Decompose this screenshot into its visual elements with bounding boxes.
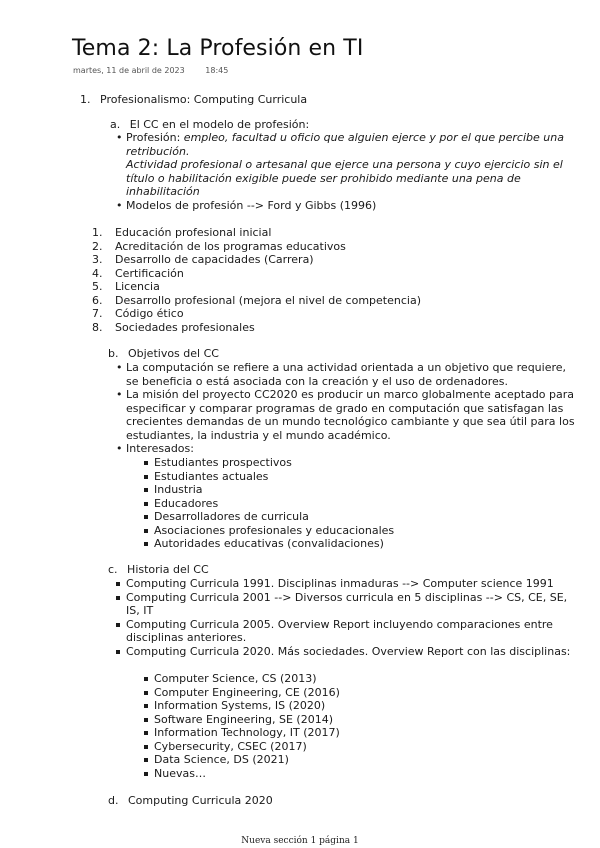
square-bullet-icon — [116, 650, 120, 654]
profesion-label: Profesión: — [126, 131, 184, 144]
list-item-text: Estudiantes actuales — [154, 469, 269, 483]
bullet-computacion — [116, 361, 578, 388]
bullet-dot-icon: • — [116, 361, 123, 374]
subsection-d-heading — [108, 794, 273, 808]
list-item-text: Computer Science, CS (2013) — [154, 672, 317, 685]
square-bullet-icon — [144, 475, 148, 479]
list-item-text: Computing Curricula 2020. Más sociedades. Overview Report con las disciplinas: — [126, 644, 571, 658]
bullet-modelos — [116, 199, 576, 213]
bullet-dot-icon: • — [116, 442, 123, 455]
interesados-label: Interesados: — [126, 442, 194, 455]
list-item — [143, 456, 563, 470]
list-item-number: 1. — [92, 226, 103, 239]
list-item-number: 5. — [92, 280, 103, 293]
subsection-d-marker: d. — [108, 794, 119, 807]
square-bullet-icon — [144, 461, 148, 465]
list-item-number: 2. — [92, 239, 103, 253]
list-item-text: Nuevas… — [154, 766, 206, 780]
list-item — [92, 267, 572, 281]
interesados-list — [143, 456, 563, 551]
list-item-text: Desarrollo de capacidades (Carrera) — [115, 253, 314, 266]
list-item-number: 8. — [92, 320, 103, 334]
list-item — [143, 686, 563, 700]
section-1-heading — [80, 93, 307, 107]
list-item-number: 6. — [92, 293, 103, 307]
list-item — [143, 713, 563, 727]
square-bullet-icon — [144, 529, 148, 533]
list-item — [116, 618, 582, 645]
list-item-text: Estudiantes prospectivos — [154, 456, 292, 469]
subsection-b-heading — [108, 347, 219, 361]
objetivo-text-2: La misión del proyecto CC2020 es producir un marco globalmente aceptado para especificar y comparar programas de grado en computación que satisfagan las crecientes demandas de un mundo tecnológico cambiante y que sea útil para los estudiantes, la industria y el mundo académico. — [126, 388, 575, 442]
bullet-dot-icon: • — [116, 198, 123, 212]
page-timestamp — [73, 66, 228, 75]
bullet-mision — [116, 388, 578, 442]
list-item-text: Asociaciones profesionales y educacionales — [154, 523, 395, 537]
list-item-text: Licencia — [115, 280, 160, 293]
page-footer: Nueva sección 1 página 1 — [241, 836, 359, 846]
subsection-a-marker: a. — [110, 118, 121, 131]
list-item-text: Industria — [154, 483, 203, 496]
list-item-text: Information Systems, IS (2020) — [154, 699, 326, 712]
subsection-a-label: El CC en el modelo de profesión: — [129, 118, 310, 131]
bullet-dot-icon: • — [116, 131, 123, 144]
subsection-a-bullets — [116, 131, 576, 212]
list-item — [116, 645, 582, 659]
list-item — [92, 307, 572, 321]
list-item-text: Certificación — [115, 266, 184, 280]
list-item-number: 3. — [92, 253, 103, 266]
list-item — [92, 253, 572, 267]
bullet-dot-icon: • — [116, 388, 123, 401]
square-bullet-icon — [116, 623, 120, 627]
square-bullet-icon — [144, 691, 148, 695]
square-bullet-icon — [116, 582, 120, 586]
subsection-d-label: Computing Curricula 2020 — [127, 794, 273, 807]
list-item — [143, 483, 563, 497]
list-item-text: Desarrolladores de curricula — [154, 510, 309, 523]
list-item — [92, 240, 572, 254]
page-time: 18:45 — [205, 66, 229, 75]
square-bullet-icon — [144, 677, 148, 681]
disciplinas-list — [143, 672, 563, 780]
list-item-text: Software Engineering, SE (2014) — [154, 712, 333, 726]
list-item — [92, 280, 572, 294]
section-1-label: Profesionalismo: Computing Curricula — [100, 93, 308, 106]
list-item — [92, 321, 572, 335]
list-item — [143, 497, 563, 511]
list-item-text: Cybersecurity, CSEC (2017) — [154, 739, 307, 753]
list-item-text: Information Technology, IT (2017) — [154, 726, 340, 739]
list-item — [92, 226, 572, 240]
list-item-text: Computing Curricula 2001 --> Diversos curricula en 5 disciplinas --> CS, CE, SE, IS, IT — [126, 590, 568, 617]
square-bullet-icon — [144, 515, 148, 519]
subsection-b-label: Objetivos del CC — [127, 347, 219, 360]
profesion-definition-1: empleo, facultad u oficio que alguien ejerce y por el que percibe una retribución. — [126, 131, 564, 158]
list-item-text: Desarrollo profesional (mejora el nivel de competencia) — [115, 293, 421, 307]
list-item-text: Educadores — [154, 496, 219, 510]
list-item — [143, 672, 563, 686]
list-item — [116, 577, 582, 591]
list-item-text: Sociedades profesionales — [115, 320, 255, 334]
list-item — [92, 294, 572, 308]
square-bullet-icon — [144, 758, 148, 762]
list-item-text: Acreditación de los programas educativos — [115, 239, 346, 253]
list-item-text: Educación profesional inicial — [115, 226, 272, 239]
list-item — [143, 699, 563, 713]
subsection-b-bullets — [116, 361, 578, 456]
list-item — [143, 740, 563, 754]
page-title: Tema 2: La Profesión en TI — [72, 36, 364, 61]
list-item — [143, 510, 563, 524]
square-bullet-icon — [144, 542, 148, 546]
list-item — [143, 470, 563, 484]
square-bullet-icon — [144, 502, 148, 506]
list-item — [143, 537, 563, 551]
subsection-c-bullets — [116, 577, 582, 658]
subsection-c-label: Historia del CC — [127, 563, 209, 576]
square-bullet-icon — [144, 731, 148, 735]
subsection-c-marker: c. — [108, 563, 118, 576]
list-item-text: Computer Engineering, CE (2016) — [154, 685, 340, 699]
list-item-number: 4. — [92, 266, 103, 280]
profesion-definition-2: Actividad profesional o artesanal que ejerce una persona y cuyo ejercicio sin el título o habilitación exigible puede ser prohibido mediante una pena de inhabilitación — [126, 158, 563, 198]
bullet-profesion — [116, 131, 576, 199]
section-1-marker: 1. — [80, 93, 91, 106]
list-item-text: Código ético — [115, 307, 184, 320]
list-item-text: Computing Curricula 2005. Overview Report incluyendo comparaciones entre disciplinas anteriores. — [126, 617, 553, 644]
list-item — [143, 726, 563, 740]
page-date: martes, 11 de abril de 2023 — [73, 66, 185, 75]
list-item — [143, 524, 563, 538]
bullet-interesados — [116, 442, 578, 456]
square-bullet-icon — [144, 488, 148, 492]
list-item-number: 7. — [92, 307, 103, 320]
model-list — [92, 226, 572, 334]
subsection-b-marker: b. — [108, 347, 119, 360]
square-bullet-icon — [144, 745, 148, 749]
list-item — [143, 767, 563, 781]
square-bullet-icon — [144, 772, 148, 776]
subsection-a-heading — [110, 118, 309, 132]
modelos-text: Modelos de profesión --> Ford y Gibbs (1996) — [126, 198, 377, 212]
objetivo-text-1: La computación se refiere a una actividad orientada a un objetivo que requiere, se beneficia o está asociada con la creación y el uso de ordenadores. — [126, 361, 567, 388]
list-item — [143, 753, 563, 767]
square-bullet-icon — [144, 704, 148, 708]
list-item — [116, 591, 582, 618]
square-bullet-icon — [116, 596, 120, 600]
subsection-c-heading — [108, 563, 209, 577]
list-item-text: Data Science, DS (2021) — [154, 753, 289, 766]
square-bullet-icon — [144, 718, 148, 722]
list-item-text: Computing Curricula 1991. Disciplinas inmaduras --> Computer science 1991 — [126, 577, 554, 590]
list-item-text: Autoridades educativas (convalidaciones) — [154, 537, 384, 550]
